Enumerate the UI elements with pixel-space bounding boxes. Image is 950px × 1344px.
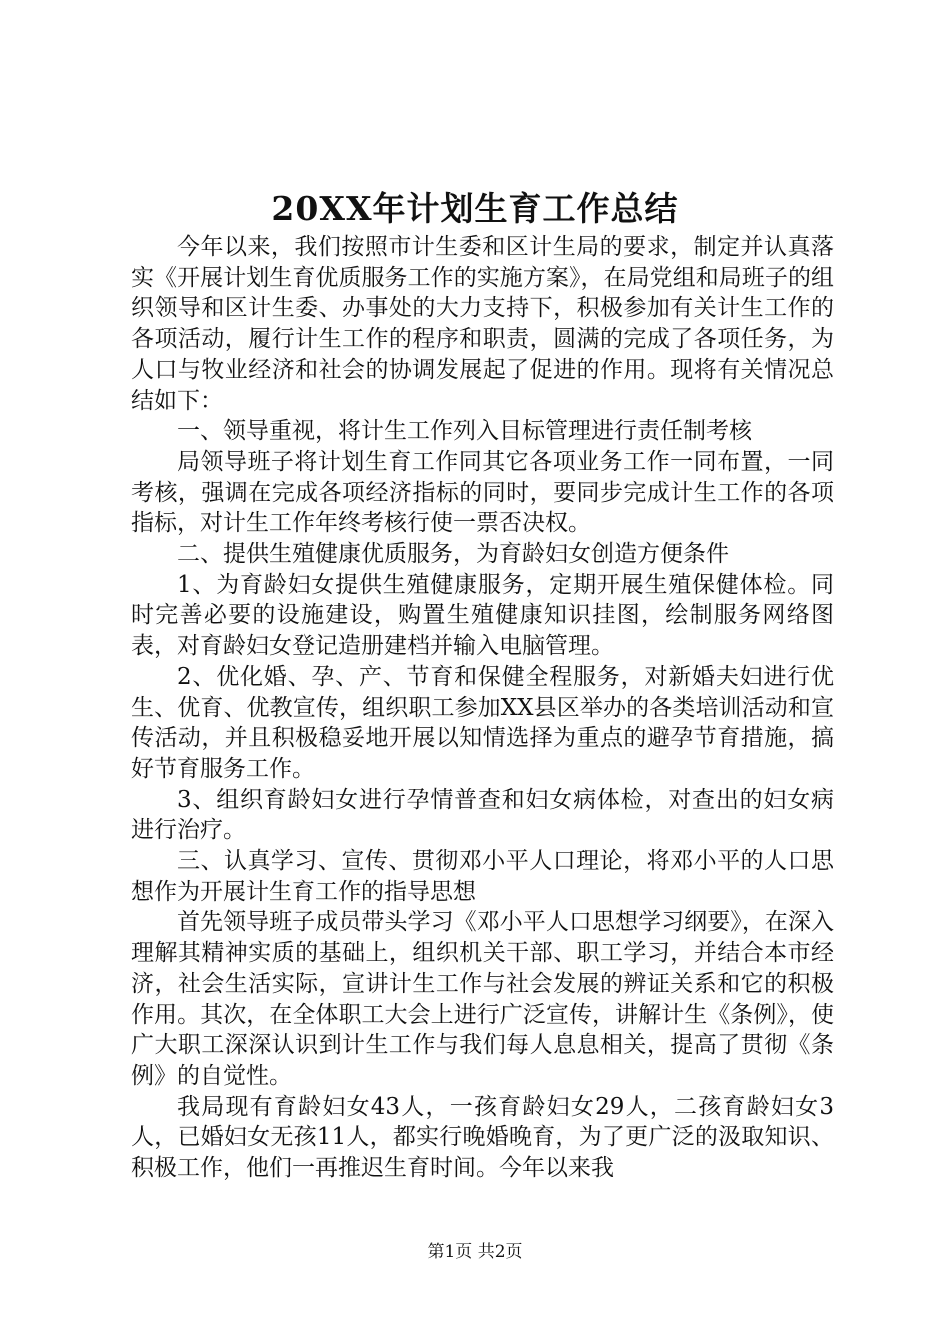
statistics-paragraph: 我局现有育龄妇女43人，一孩育龄妇女29人，二孩育龄妇女3人，已婚妇女无孩11人，都实行晚婚晚育，为了更广泛的汲取知识、积极工作，他们一再推迟生育时间。今年以来我	[131, 1093, 834, 1182]
section-heading-2: 二、提供生殖健康优质服务，为育龄妇女创造方便条件	[177, 541, 729, 568]
section-paragraph: 局领导班子将计划生育工作同其它各项业务工作一同布置，一同考核，强调在完成各项经济指标的同时，要同步完成计生工作的各项指标，对计生工作年终考核行使一票否决权。	[131, 448, 834, 537]
section-heading-3: 三、认真学习、宣传、贯彻邓小平人口理论，将邓小平的人口思想作为开展计生育工作的指导思想	[131, 848, 834, 905]
list-paragraph-2: 2、优化婚、孕、产、节育和保健全程服务，对新婚夫妇进行优生、优育、优教宣传，组织职工参加XX县区举办的各类培训活动和宣传活动，并且积极稳妥地开展以知情选择为重点的避孕节育措施，搞好节育服务工作。	[131, 663, 834, 782]
document-title: 20XX年计划生育工作总结	[271, 189, 679, 228]
section-heading-1: 一、领导重视，将计生工作列入目标管理进行责任制考核	[177, 418, 752, 445]
document-body	[131, 232, 834, 1184]
section-paragraph: 首先领导班子成员带头学习《邓小平人口思想学习纲要》，在深入理解其精神实质的基础上，组织机关干部、职工学习，并结合本市经济，社会生活实际，宣讲计生工作与社会发展的辨证关系和它的积极作用。其次，在全体职工大会上进行广泛宣传，讲解计生《条例》，使广大职工深深认识到计生工作与我们每人息息相关，提高了贯彻《条例》的自觉性。	[131, 909, 834, 1089]
list-paragraph-1: 1、为育龄妇女提供生殖健康服务，定期开展生殖保健体检。同时完善必要的设施建设，购置生殖健康知识挂图，绘制服务网络图表，对育龄妇女登记造册建档并输入电脑管理。	[131, 571, 834, 660]
page-number-footer: 第1页 共2页	[427, 1242, 523, 1262]
intro-paragraph: 今年以来，我们按照市计生委和区计生局的要求，制定并认真落实《开展计划生育优质服务工作的实施方案》，在局党组和局班子的组织领导和区计生委、办事处的大力支持下，积极参加有关计生工作的各项活动，履行计生工作的程序和职责，圆满的完成了各项任务，为人口与牧业经济和社会的协调发展起了促进的作用。现将有关情况总结如下：	[131, 234, 834, 414]
list-paragraph-3: 3、组织育龄妇女进行孕情普查和妇女病体检，对查出的妇女病进行治疗。	[131, 786, 834, 844]
